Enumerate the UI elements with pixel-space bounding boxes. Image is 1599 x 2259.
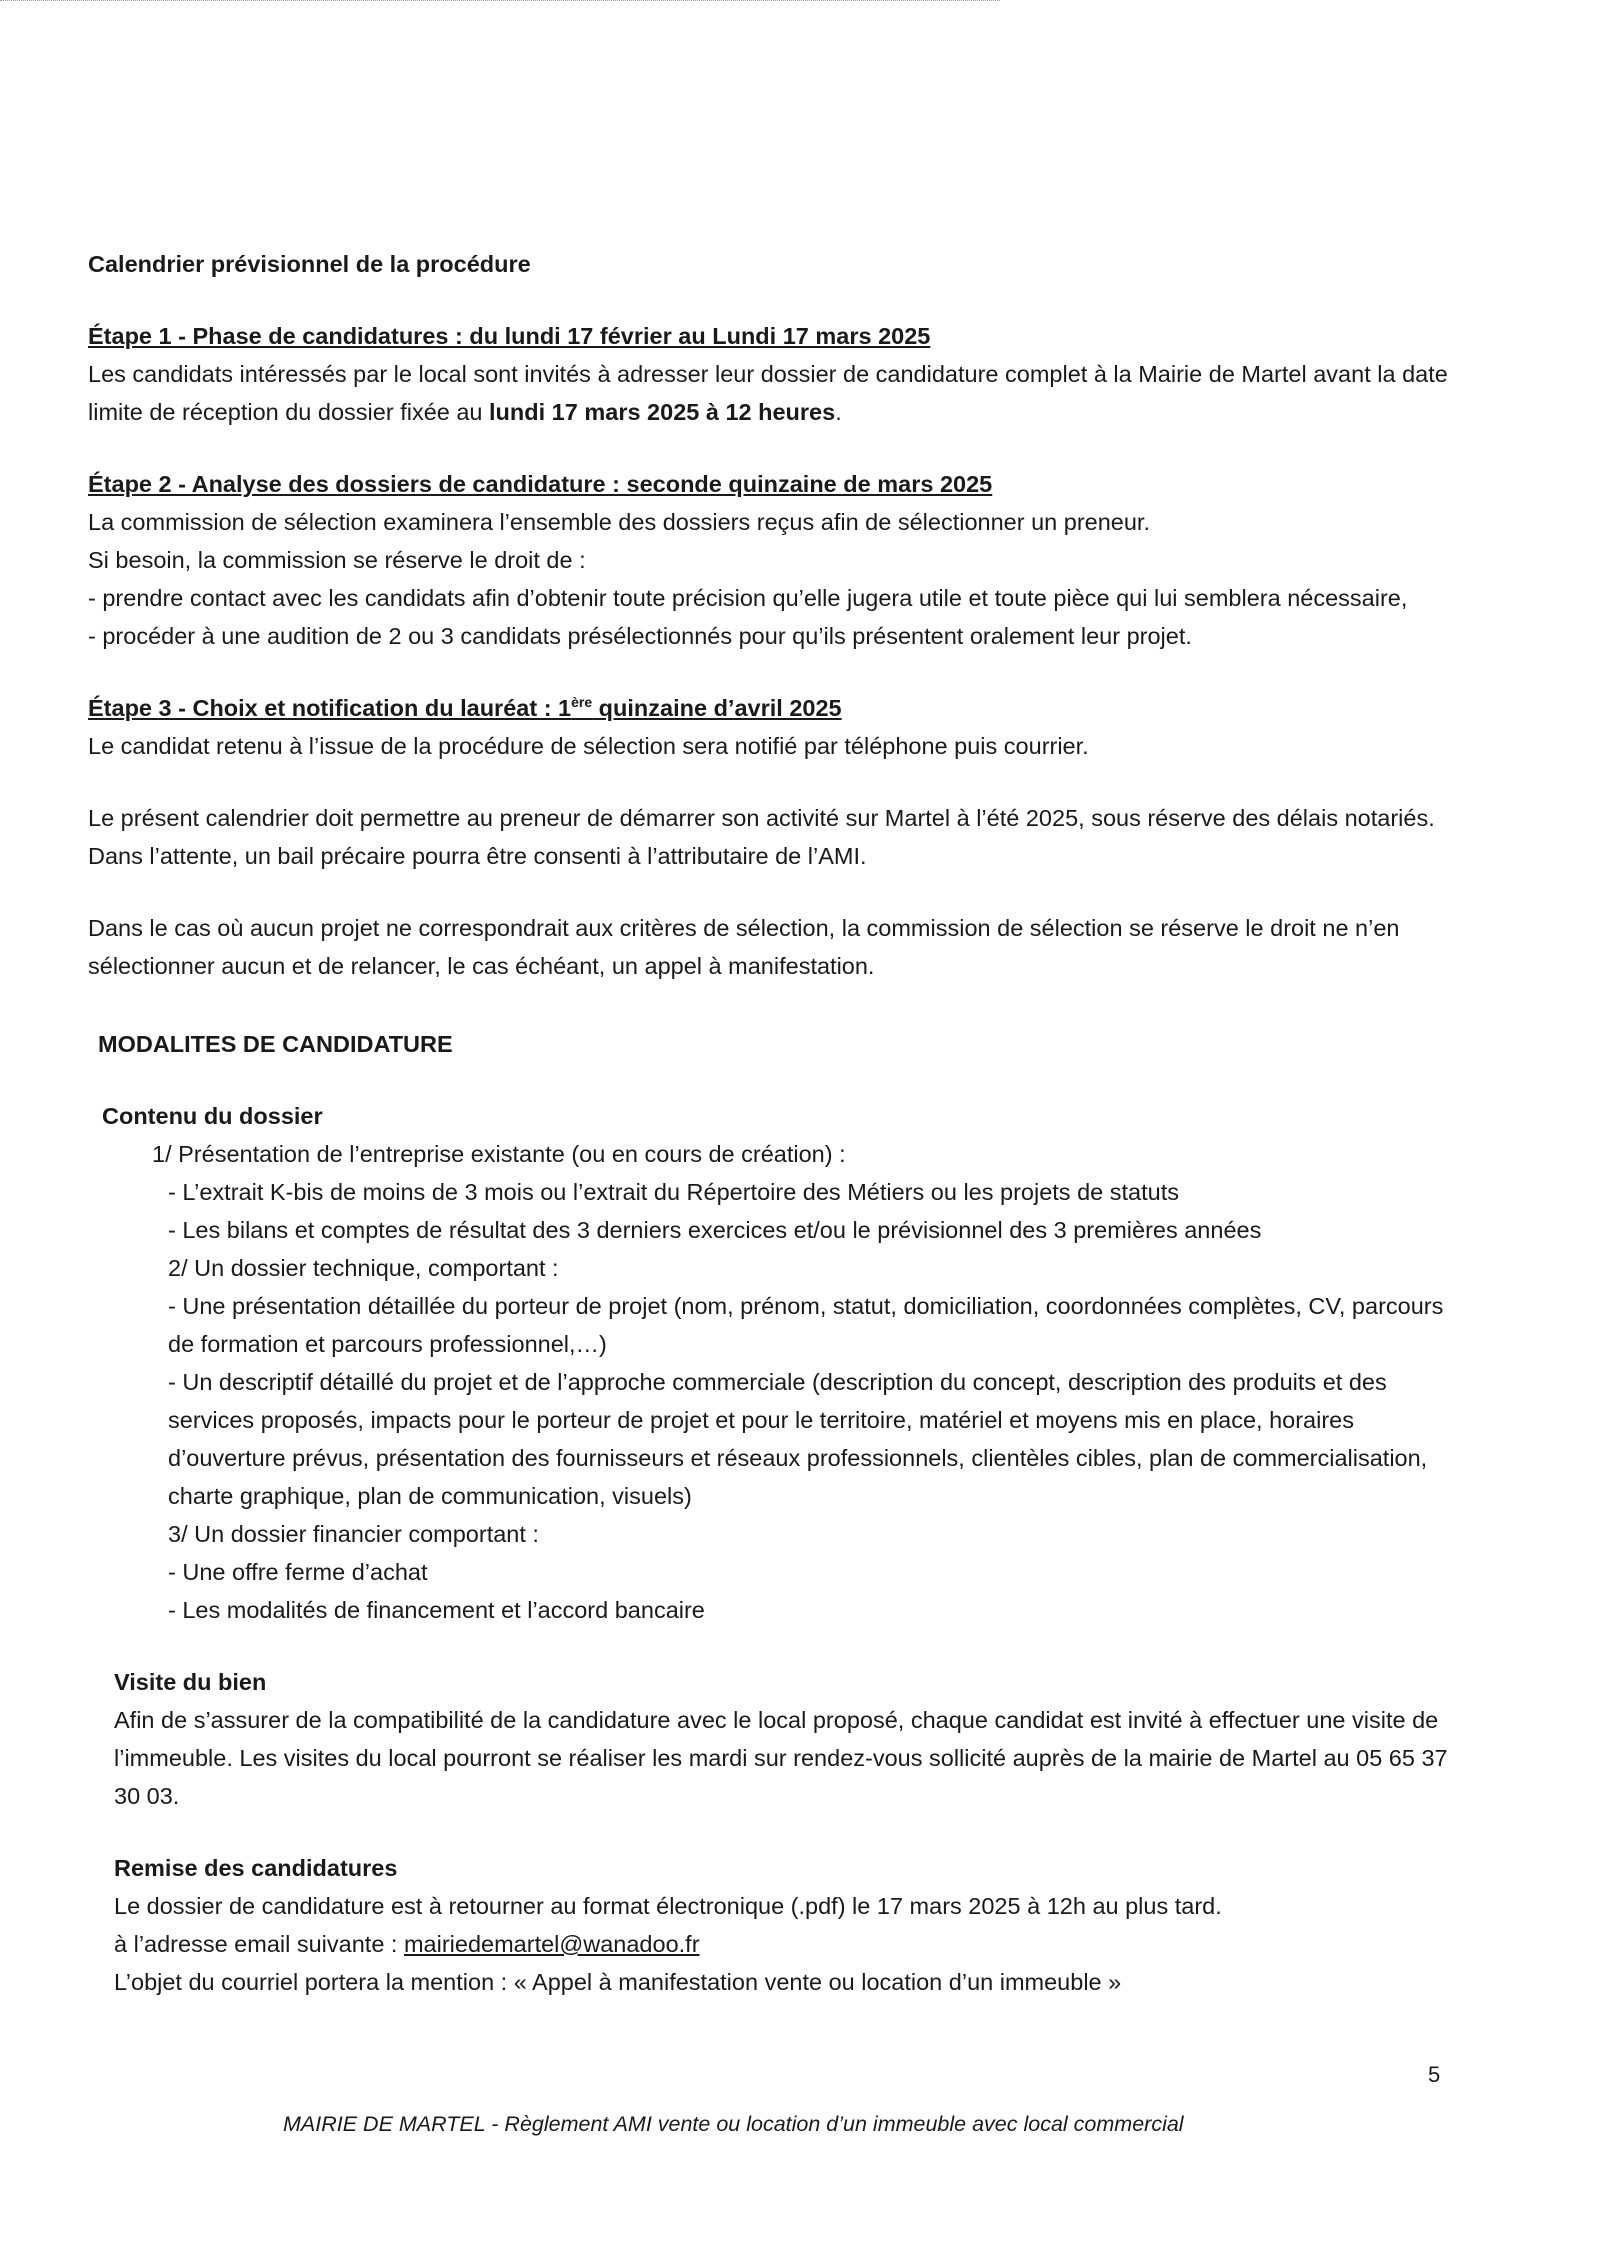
step-2-line: - procéder à une audition de 2 ou 3 candidats présélectionnés pour qu’ils présentent oralement leur projet. xyxy=(88,623,1192,649)
step-2-line: Si besoin, la commission se réserve le droit de : xyxy=(88,547,586,573)
page-footer: MAIRIE DE MARTEL - Règlement AMI vente ou location d’un immeuble avec local commercial xyxy=(283,2112,1184,2136)
contenu-item: - Les bilans et comptes de résultat des 3 derniers exercices et/ou le prévisionnel des 3 premières années xyxy=(168,1217,1262,1243)
visite-section xyxy=(88,1663,1448,1815)
visite-text: Afin de s’assurer de la compatibilité de la candidature avec le local proposé, chaque candidat est invité à effectuer une visite de l’immeuble. Les visites du local pourront se réaliser les mardi sur rendez-vous sollicité auprès de la mairie de Martel au 05 65 37 30 03. xyxy=(114,1707,1448,1809)
contenu-item: - Un descriptif détaillé du projet et de l’approche commerciale (description du concept, description des produits et des services proposés, impacts pour le porteur de projet et pour le territoire, matériel et moyens mis en place, horaires d’ouverture prévus, présentation des fournisseurs et réseaux professionnels, clientèles cibles, plan de commercialisation, charte graphique, plan de communication, visuels) xyxy=(168,1369,1428,1509)
step-1-heading: Étape 1 - Phase de candidatures : du lundi 17 février au Lundi 17 mars 2025 xyxy=(88,323,931,349)
step-3-heading-sup: ère xyxy=(571,694,593,711)
contenu-item: - Les modalités de financement et l’accord bancaire xyxy=(168,1597,705,1623)
visite-title: Visite du bien xyxy=(114,1669,267,1695)
remise-line-3: L’objet du courriel portera la mention : « Appel à manifestation vente ou location d’un immeuble » xyxy=(114,1969,1122,1995)
remise-line-1: Le dossier de candidature est à retourner au format électronique (.pdf) le 17 mars 2025 à 12h au plus tard. xyxy=(114,1893,1222,1919)
step-3-text: Le candidat retenu à l’issue de la procédure de sélection sera notifié par téléphone puis courrier. xyxy=(88,733,1089,759)
contenu-item: - Une offre ferme d’achat xyxy=(168,1559,428,1585)
calendar-paragraph xyxy=(88,799,1448,875)
criteria-paragraph xyxy=(88,909,1448,985)
step-2 xyxy=(88,465,1448,655)
remise-title: Remise des candidatures xyxy=(114,1855,398,1881)
step-2-line: La commission de sélection examinera l’ensemble des dossiers reçus afin de sélectionner un preneur. xyxy=(88,509,1150,535)
contenu-item: 2/ Un dossier technique, comportant : xyxy=(168,1255,559,1281)
remise-section xyxy=(88,1849,1448,2001)
step-1-text-start: Les candidats intéressés par le local sont invités à adresser leur dossier de candidature complet à la Mairie de Martel avant la date limite de réception du dossier fixée au xyxy=(88,361,1448,425)
contenu-item: - Une présentation détaillée du porteur de projet (nom, prénom, statut, domiciliation, coordonnées complètes, CV, parcours de formation et parcours professionnel,…) xyxy=(168,1293,1444,1357)
step-3-heading xyxy=(88,689,1448,727)
contenu-title: Contenu du dossier xyxy=(102,1103,323,1129)
contenu-item: - L’extrait K-bis de moins de 3 mois ou l’extrait du Répertoire des Métiers ou les projets de statuts xyxy=(168,1179,1179,1205)
step-1-deadline: lundi 17 mars 2025 à 12 heures xyxy=(489,399,836,425)
step-3 xyxy=(88,689,1448,765)
criteria-paragraph-text: Dans le cas où aucun projet ne correspondrait aux critères de sélection, la commission de sélection se réserve le droit ne n’en sélectionner aucun et de relancer, le cas échéant, un appel à manifestation. xyxy=(88,915,1400,979)
step-3-heading-start: Étape 3 - Choix et notification du lauréat : 1 xyxy=(88,695,572,721)
remise-line-2 xyxy=(114,1925,1448,1963)
contenu-section xyxy=(88,1097,1448,1629)
step-2-line: - prendre contact avec les candidats afin d’obtenir toute précision qu’elle jugera utile et toute pièce qui lui semblera nécessaire, xyxy=(88,585,1408,611)
step-1-text-end: . xyxy=(835,399,842,425)
step-3-heading-end: quinzaine d’avril 2025 xyxy=(592,695,842,721)
step-1-text xyxy=(88,355,1448,431)
calendar-title: Calendrier prévisionnel de la procédure xyxy=(88,251,531,277)
step-2-heading: Étape 2 - Analyse des dossiers de candidature : seconde quinzaine de mars 2025 xyxy=(88,471,993,497)
contenu-item: 3/ Un dossier financier comportant : xyxy=(168,1521,539,1547)
email-link[interactable]: mairiedemartel@wanadoo.fr xyxy=(403,1931,700,1957)
step-1 xyxy=(88,317,1448,431)
page-number: 5 xyxy=(1428,2062,1441,2087)
modalites-title: MODALITES DE CANDIDATURE xyxy=(98,1031,453,1057)
scan-artifact-line xyxy=(0,0,1000,7)
remise-email-prefix: à l’adresse email suivante : xyxy=(114,1931,404,1957)
contenu-item: 1/ Présentation de l’entreprise existante (ou en cours de création) : xyxy=(152,1141,846,1167)
document-body xyxy=(88,245,1448,2001)
calendar-paragraph-text: Le présent calendrier doit permettre au preneur de démarrer son activité sur Martel à l’été 2025, sous réserve des délais notariés. Dans l’attente, un bail précaire pourra être consenti à l’attributaire de l’AMI. xyxy=(88,805,1435,869)
